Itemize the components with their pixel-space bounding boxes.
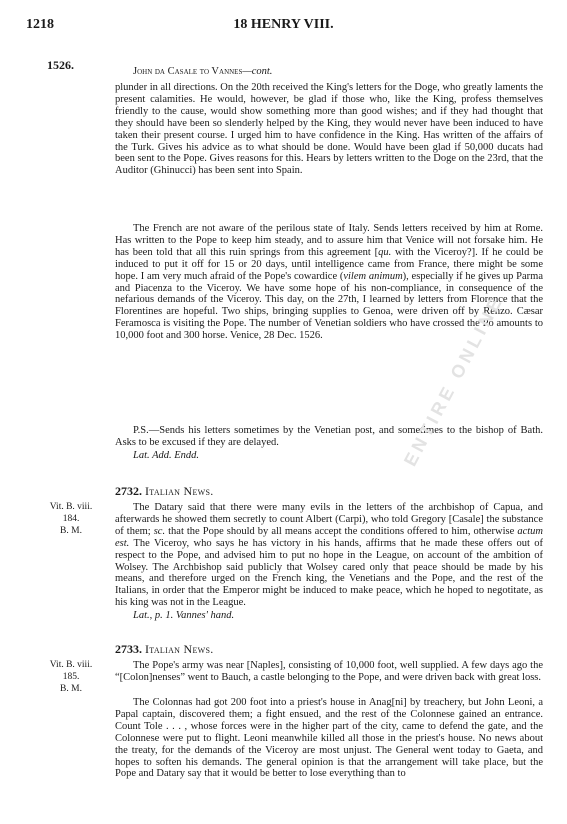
italic-run: qu.: [378, 246, 392, 258]
text-run: with the Viceroy?]. If he could be induced to put it off for 15 or 20 days, until intelligence came from France, there might be some hope. I am very much afraid of the Pope's cowardice (: [115, 246, 543, 282]
entry-number: 2733.: [115, 642, 142, 656]
entry-2733-heading: [115, 642, 214, 657]
entry-title: Italian News.: [145, 642, 214, 656]
source-note-2732: Lat., p. 1. Vannes' hand.: [133, 610, 235, 621]
margin-line: 184.: [62, 514, 80, 524]
entry-2733-paragraph-2: The Colonnas had got 200 foot into a priest's house in Anag[ni] by treachery, but John Leoni, a Papal captain, discovered them; a fight ensued, and the rest of the Colonnese gained an entrance. Count Tole . . . , whose forces were in the higher part of the city, came to defend the gate, and the Colonnese were put to flight. Leoni meanwhile killed all those in the priest's house. No news about the treaty, for the demands of the Viceroy are most unjust. The General went today to Gaeta, and hopes to soften his demands. The general opinion is that the arrangement will take place, but the Pope and Datary say that it would be better to lose everything than to: [115, 697, 543, 780]
entry-2732-heading: [115, 484, 214, 499]
page-number: 1218: [26, 17, 54, 32]
italic-run: actum est.: [115, 525, 543, 549]
continuation-name: John da Casale to Vannes: [133, 66, 243, 77]
margin-line: 185.: [62, 672, 80, 682]
margin-line: Vit. B. viii.: [49, 660, 93, 670]
running-title: 18 HENRY VIII.: [233, 17, 334, 32]
text-run: The French are not aware of the perilous state of Italy. Sends letters received by him at Rome. Has written to the Pope to keep him steady, and to assure him that Venice will not forsake him. He has been told that all this ruin springs from this agreement [: [115, 223, 543, 258]
entry-number: 2732.: [115, 484, 142, 498]
margin-line: Vit. B. viii.: [49, 502, 93, 512]
italic-run: sc.: [153, 525, 166, 537]
text-run: The Datary said that there were many evils in the letters of the archbishop of Capua, and afterwards he showed them secretly to count Albert (Carpi), who told Gregory [Casale] the substance of them;: [115, 502, 543, 537]
watermark: ENTIRE ONLINE: [400, 291, 508, 470]
text-run: that the Pope should by all means accept the conditions offered to him, otherwise: [165, 525, 518, 537]
margin-reference-2732: [49, 501, 93, 537]
entry-2733-paragraph-1: The Pope's army was near [Naples], consisting of 10,000 foot, well supplied. A few days ago the “[Colon]nenses” went to Bauch, a castle belonging to the Pope, and were driven back with great loss.: [115, 660, 543, 683]
postscript-paragraph: P.S.—Sends his letters sometimes by the Venetian post, and sometimes to the bishop of Bath. Asks to be excused if they are delayed.: [115, 425, 543, 448]
year-marker: 1526.: [47, 58, 74, 72]
margin-line: B. M.: [60, 526, 82, 536]
source-note-1: Lat. Add. Endd.: [133, 450, 200, 461]
text-run: The Viceroy, who says he has victory in his hands, affirms that he made these offers out of respect to the Pope, and advised him to put no hope in the League, on account of the ambition of Wolsey. The Archbishop said publicly that Wolsey cared only that peace should be made by his means, and therefore urged on the French king, the Venetians and the Pope, and the rest of the Italians, in order that the Emperor might be induced to make peace, which he hoped to negotitate, as his king was not in the League.: [115, 537, 543, 609]
italic-run: vilem animum: [343, 270, 403, 282]
margin-reference-2733: [49, 659, 93, 695]
entry-2732-paragraph: [115, 502, 543, 609]
letter-paragraph-1: plunder in all directions. On the 20th received the King's letters for the Doge, who greatly laments the present calamities. He would, however, be glad if those who, like the King, profess themselves friendly to the cause, would show something more than good wishes; and if they had thought that they should have been so slenderly helped by the King, they would never have been induced to have taken their present course. I urged him to have confidence in the King. Has written of the affairs of the Turk. Gives his advice as to what should be done. Would have been glad if 50,000 ducats had been sent to the Pope. Gives reasons for this. Hears by letters written to the Doge on the 23rd, that the Auditor (Ghinucci) has been sent into Spain.: [115, 82, 543, 177]
continuation-suffix: —cont.: [242, 66, 273, 77]
margin-line: B. M.: [60, 684, 82, 694]
text-run: ), especially if he gives up Parma and Piacenza to the Viceroy. We have some hope of his non-compliance, in consequence of the nefarious demands of the Viceroy. This day, on the 27th, I learned by letters from Florence that the Florentines are hopeful. Two ships, bringing supplies to Genoa, were driven off by Renzo. Cæsar Feramosca is visiting the Pope. The number of Venetian soldiers who have crossed the Po amounts to 10,000 foot and 300 horse. Venice, 28 Dec. 1526.: [115, 270, 543, 342]
entry-title: Italian News.: [145, 484, 214, 498]
continuation-heading: [133, 66, 272, 77]
